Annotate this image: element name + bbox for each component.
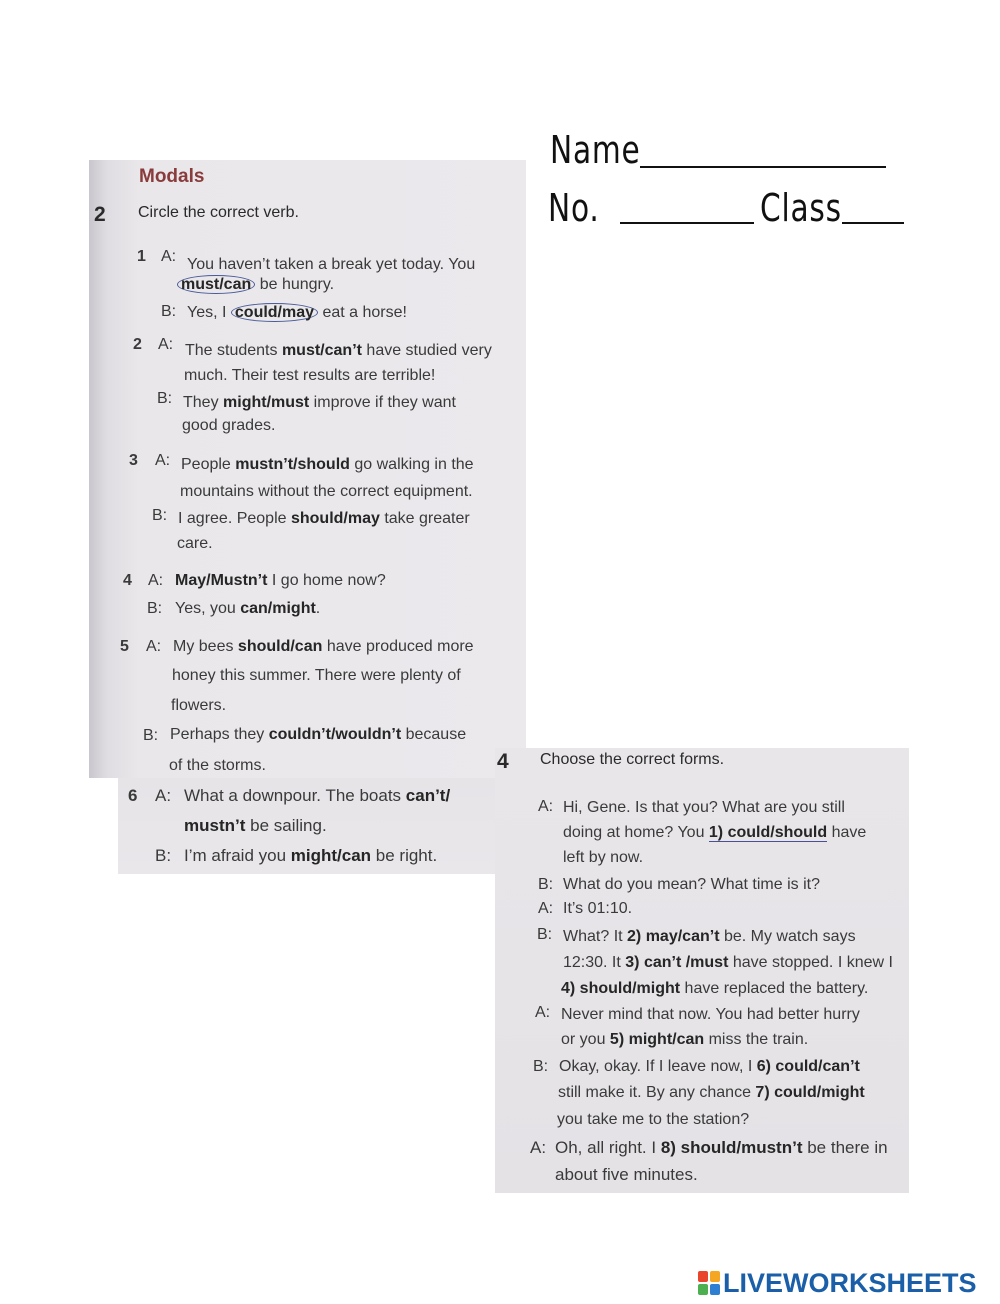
speaker: B: <box>147 600 163 617</box>
name-label: Name <box>550 128 641 172</box>
dialogue-line: You haven’t taken a break yet today. You <box>187 256 476 273</box>
answer-choice[interactable]: 4) should/might <box>561 980 681 997</box>
answer-choice[interactable]: mustn’t/should <box>235 456 350 473</box>
answer-choice[interactable]: 8) should/mustn’t <box>660 1138 803 1157</box>
dialogue-line: My bees should/can have produced more <box>173 638 474 655</box>
speaker: A: <box>146 638 162 655</box>
circled-answer[interactable]: could/may <box>231 303 318 322</box>
dialogue-line: about five minutes. <box>555 1165 698 1184</box>
circled-answer[interactable]: must/can <box>177 275 255 294</box>
speaker: B: <box>538 876 554 893</box>
dialogue-line: 4) should/might have replaced the battery. <box>561 980 869 997</box>
dialogue-line: honey this summer. There were plenty of <box>172 667 461 684</box>
answer-choice[interactable]: May/Mustn’t <box>175 572 268 589</box>
dialogue-line: care. <box>177 535 213 552</box>
dialogue-line: you take me to the station? <box>557 1111 750 1128</box>
speaker: A: <box>155 452 171 469</box>
speaker: A: <box>148 572 164 589</box>
dialogue-line: I’m afraid you might/can be right. <box>184 846 438 865</box>
dialogue-line: Never mind that now. You had better hurry <box>561 1006 860 1023</box>
exercise-number: 4 <box>497 750 509 773</box>
class-line <box>842 222 904 224</box>
dialogue-line: What a downpour. The boats can’t/ <box>184 786 451 805</box>
name-line <box>640 166 886 168</box>
speaker: B: <box>533 1058 549 1075</box>
item-number: 3 <box>129 452 138 469</box>
exercise-instruction: Choose the correct forms. <box>540 751 725 768</box>
dialogue-line: What? It 2) may/can’t be. My watch says <box>563 928 856 945</box>
dialogue-line: Oh, all right. I 8) should/mustn’t be there in <box>555 1138 888 1157</box>
exercise-instruction: Circle the correct verb. <box>138 204 299 221</box>
dialogue-line: still make it. By any chance 7) could/might <box>558 1084 865 1101</box>
speaker: A: <box>158 336 174 353</box>
answer-choice[interactable]: couldn’t/wouldn’t <box>268 726 402 743</box>
dialogue-line: May/Mustn’t I go home now? <box>175 572 386 589</box>
speaker: A: <box>530 1138 547 1157</box>
speaker: A: <box>538 798 554 815</box>
item-number: 1 <box>137 248 146 265</box>
exercise-2-scan <box>89 160 526 778</box>
answer-choice[interactable]: should/can <box>237 638 323 655</box>
liveworksheets-logo <box>698 1268 977 1298</box>
answer-choice[interactable]: can/might <box>240 600 316 617</box>
dialogue-line: Yes, you can/might. <box>175 600 321 617</box>
logo-mark-icon <box>698 1271 720 1295</box>
underlined-answer[interactable]: 1) could/should <box>708 824 828 841</box>
speaker: A: <box>155 786 172 805</box>
dialogue-line: mountains without the correct equipment. <box>180 483 473 500</box>
dialogue-line: People mustn’t/should go walking in the <box>181 456 474 473</box>
dialogue-line: much. Their test results are terrible! <box>184 367 436 384</box>
item-number: 5 <box>120 638 129 655</box>
speaker: A: <box>538 900 554 917</box>
answer-choice[interactable]: 6) could/can’t <box>756 1058 860 1075</box>
dialogue-line: Hi, Gene. Is that you? What are you still <box>563 799 845 816</box>
answer-choice[interactable]: might/can <box>290 846 372 865</box>
speaker: B: <box>155 846 172 865</box>
dialogue-line: mustn’t be sailing. <box>184 816 327 835</box>
speaker: B: <box>161 303 177 320</box>
answer-choice[interactable]: 5) might/can <box>609 1031 705 1048</box>
item-number: 6 <box>128 786 138 805</box>
exercise-4-scan <box>495 748 909 1193</box>
speaker: B: <box>157 390 173 407</box>
logo-square <box>710 1271 720 1282</box>
item-number: 4 <box>123 572 132 589</box>
dialogue-line: Okay, okay. If I leave now, I 6) could/can’t <box>559 1058 860 1075</box>
answer-choice[interactable]: 7) could/might <box>755 1084 865 1101</box>
dialogue-line: or you 5) might/can miss the train. <box>561 1031 809 1048</box>
logo-square <box>710 1284 720 1295</box>
answer-choice[interactable]: 2) may/can’t <box>627 928 720 945</box>
exercise-2-continued-scan <box>118 778 498 874</box>
logo-square <box>698 1284 708 1295</box>
no-label: No. <box>548 186 600 230</box>
answer-choice[interactable]: might/must <box>223 394 310 411</box>
dialogue-line: Perhaps they couldn’t/wouldn’t because <box>170 726 467 743</box>
answer-choice[interactable]: should/may <box>290 510 380 527</box>
answer-choice[interactable]: 3) can’t /must <box>625 954 729 971</box>
dialogue-line: must/can be hungry. <box>177 276 334 294</box>
no-line <box>620 222 754 224</box>
class-label: Class <box>760 186 842 230</box>
dialogue-line: of the storms. <box>169 757 266 774</box>
answer-choice[interactable]: mustn’t <box>184 816 246 835</box>
dialogue-line: The students must/can’t have studied very <box>185 342 492 359</box>
logo-square <box>698 1271 708 1282</box>
dialogue-line: Yes, I could/may eat a horse! <box>187 304 407 321</box>
dialogue-line: It’s 01:10. <box>563 900 633 917</box>
dialogue-line: flowers. <box>171 697 227 714</box>
answer-choice[interactable]: can’t/ <box>405 786 451 805</box>
dialogue-line: good grades. <box>182 417 276 434</box>
speaker: A: <box>161 248 177 265</box>
dialogue-line: I agree. People should/may take greater <box>178 510 470 527</box>
exercise-number: 2 <box>94 203 106 226</box>
dialogue-line: doing at home? You 1) could/should have <box>563 824 867 841</box>
speaker: B: <box>152 507 168 524</box>
speaker: B: <box>537 926 553 943</box>
logo-text: LIVEWORKSHEETS <box>723 1267 977 1298</box>
dialogue-line: left by now. <box>563 849 644 866</box>
dialogue-line: They might/must improve if they want <box>183 394 456 411</box>
speaker: B: <box>143 727 159 744</box>
answer-choice[interactable]: must/can’t <box>281 342 362 359</box>
dialogue-line: What do you mean? What time is it? <box>563 876 820 893</box>
speaker: A: <box>535 1004 551 1021</box>
section-title: Modals <box>139 166 205 187</box>
dialogue-line: 12:30. It 3) can’t /must have stopped. I knew I <box>563 954 893 971</box>
item-number: 2 <box>133 336 142 353</box>
